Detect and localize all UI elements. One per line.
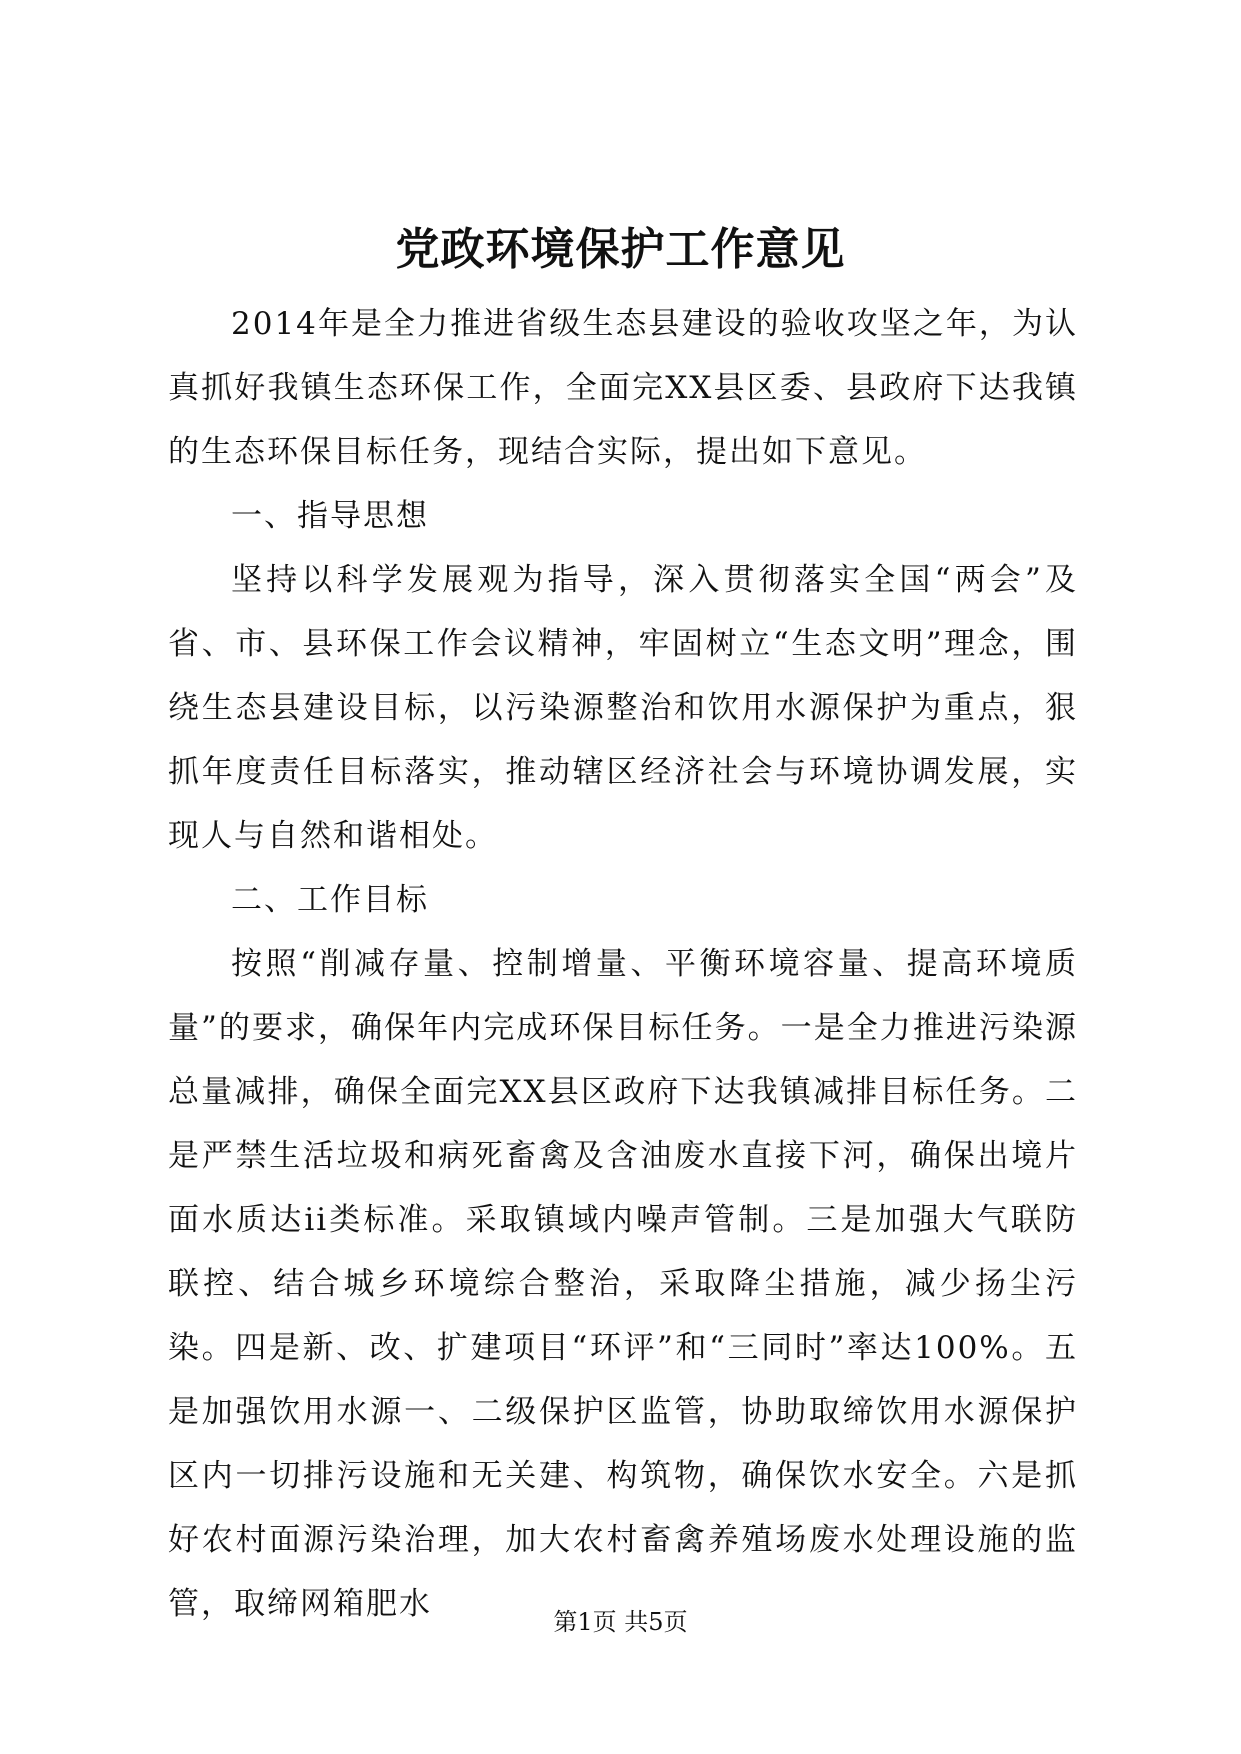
guiding-ideology-paragraph: 坚持以科学发展观为指导，深入贯彻落实全国“两会”及省、市、县环保工作会议精神，牢固树立“生态文明”理念，围绕生态县建设目标，以污染源整治和饮用水源保护为重点，狠抓年度责任目标落实，推动辖区经济社会与环境协调发展，实现人与自然和谐相处。 (168, 562, 1078, 854)
section-heading-work-goals: 二、工作目标 (231, 882, 429, 918)
document-body (168, 292, 1078, 1636)
intro-paragraph: 2014年是全力推进省级生态县建设的验收攻坚之年，为认真抓好我镇生态环保工作，全面完XX县区委、县政府下达我镇的生态环保目标任务，现结合实际，提出如下意见。 (168, 306, 1078, 470)
section-heading-guiding-ideology: 一、指导思想 (231, 498, 429, 534)
work-goals-paragraph: 按照“削减存量、控制增量、平衡环境容量、提高环境质量”的要求，确保年内完成环保目标任务。一是全力推进污染源总量减排，确保全面完XX县区政府下达我镇减排目标任务。二是严禁生活垃圾和病死畜禽及含油废水直接下河，确保出境片面水质达ii类标准。采取镇域内噪声管制。三是加强大气联防联控、结合城乡环境综合整治，采取降尘措施，减少扬尘污染。四是新、改、扩建项目“环评”和“三同时”率达100%。五是加强饮用水源一、二级保护区监管，协助取缔饮用水源保护区内一切排污设施和无关建、构筑物，确保饮水安全。六是抓好农村面源污染治理，加大农村畜禽养殖场废水处理设施的监管，取缔网箱肥水 (168, 946, 1078, 1622)
page-footer: 第1页 共5页 (553, 1608, 688, 1636)
document-title: 党政环境保护工作意见 (395, 224, 846, 275)
